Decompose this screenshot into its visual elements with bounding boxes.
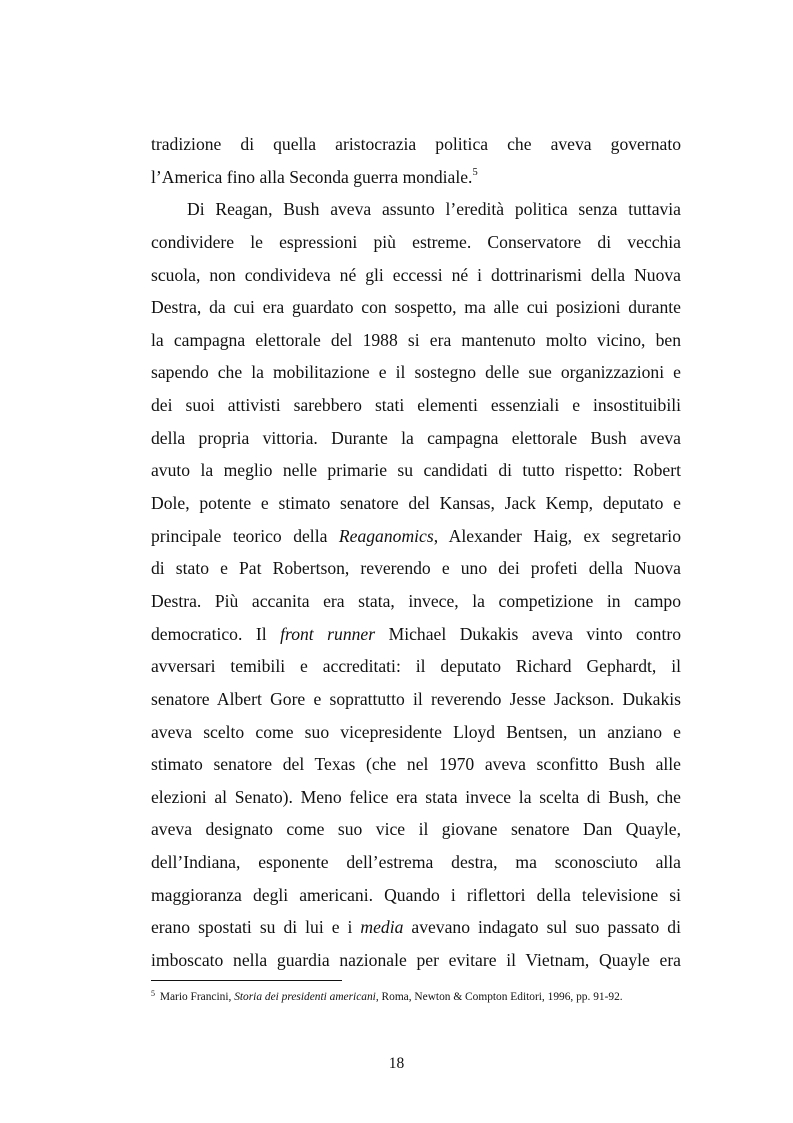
text-line: avversari temibili e accreditati: il deputato Richard Gephardt, il [151,656,681,677]
text-line: sapendo che la mobilitazione e il sostegno delle sue organizzazioni e [151,362,681,383]
text-line: Dole, potente e stimato senatore del Kansas, Jack Kemp, deputato e [151,493,681,514]
text-line: condividere le espressioni più estreme. Conservatore di vecchia [151,231,681,252]
footnote-text: Mario Francini, [157,991,235,1003]
text-line: senatore Albert Gore e soprattutto il reverendo Jesse Jackson. Dukakis [151,688,681,709]
italic-term: front runner [280,623,376,644]
text-line: Destra. Più accanita era stata, invece, la competizione in campo [151,590,681,611]
page-number: 18 [388,1055,405,1072]
text-line: Destra, da cui era guardato con sospetto, ma alle cui posizioni durante [151,297,681,318]
footnote-separator [151,980,342,981]
text-line: dei suoi attivisti sarebbero stati elementi essenziali e insostituibili [151,395,681,416]
text-line [151,911,681,944]
text-line: tradizione di quella aristocrazia politica che aveva governato [151,134,681,154]
text-line: scuola, non condivideva né gli eccessi né i dottrinarismi della Nuova [151,264,681,285]
paragraph-first-line: Di Reagan, Bush aveva assunto l’eredità politica senza tuttavia [187,199,681,220]
text-segment: principale teorico della [151,525,339,546]
footnote [151,990,681,1004]
text-line: dell’Indiana, esponente dell’estrema destra, ma sconosciuto alla [151,852,681,873]
text-line: maggioranza degli americani. Quando i riflettori della televisione si [151,884,681,905]
italic-term: media [360,917,404,938]
footnote-reference: 5 [472,166,478,178]
text-line: aveva scelto come suo vicepresidente Lloyd Bentsen, un anziano e [151,721,681,742]
text-segment: Michael Dukakis aveva vinto contro [375,623,682,644]
text-line: di stato e Pat Robertson, reverendo e uno dei profeti della Nuova [151,558,681,579]
text-line: imboscato nella guardia nazionale per evitare il Vietnam, Quayle era [151,950,681,971]
footnote-marker: 5 [151,988,155,998]
text-line-content: l’America fino alla Seconda guerra mondiale. [151,166,473,187]
footnote-book-title: Storia dei presidenti americani [234,991,376,1003]
text-line: elezioni al Senato). Meno felice era stata invece la scelta di Bush, che [151,786,681,807]
text-segment: avevano indagato sul suo passato di [403,917,681,938]
text-line: aveva designato come suo vice il giovane senatore Dan Quayle, [151,819,681,840]
text-line: la campagna elettorale del 1988 si era mantenuto molto vicino, ben [151,329,681,350]
text-segment: , Alexander Haig, ex segretario [433,525,681,546]
text-line: della propria vittoria. Durante la campagna elettorale Bush aveva [151,427,681,448]
footnote-text: , Roma, Newton & Compton Editori, 1996, pp. 91-92. [375,991,623,1003]
body-text [151,128,681,977]
text-line: avuto la meglio nelle primarie su candidati di tutto rispetto: Robert [151,460,681,481]
text-line [151,520,681,553]
text-line: stimato senatore del Texas (che nel 1970 aveva sconfitto Bush alle [151,754,681,775]
text-segment: erano spostati su di lui e i [151,917,361,938]
text-line [151,161,681,194]
text-line [151,618,681,651]
text-segment: democratico. Il [151,623,281,644]
italic-term: Reaganomics [338,525,434,546]
